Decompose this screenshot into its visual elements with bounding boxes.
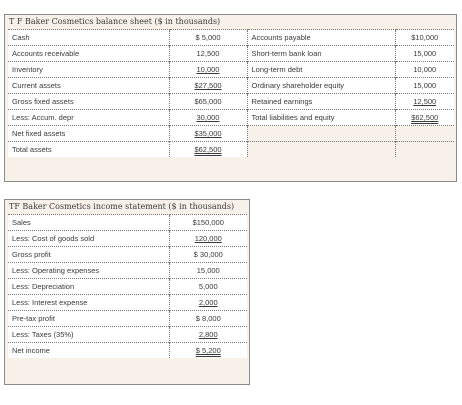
income-statement-title: TF Baker Cosmetics income statement ($ in thousands) xyxy=(9,202,235,211)
income-value-text: $ 8,000 xyxy=(195,314,221,323)
liability-value xyxy=(395,46,454,62)
liability-value xyxy=(395,30,454,46)
balance-sheet-row xyxy=(8,78,454,94)
income-label: Less: Interest expense xyxy=(8,295,169,311)
asset-label-text: Cash xyxy=(12,33,30,42)
income-value-text: 15,000 xyxy=(196,266,220,275)
asset-value xyxy=(169,62,247,78)
liability-value xyxy=(395,110,454,126)
income-statement-row xyxy=(8,215,247,231)
income-value-text: $150,000 xyxy=(192,218,224,227)
income-statement-row xyxy=(8,295,247,311)
asset-value xyxy=(169,126,247,142)
income-label: Less: Taxes (35%) xyxy=(8,327,169,343)
asset-value-text: $62,500 xyxy=(194,145,222,154)
liability-label xyxy=(247,30,395,46)
income-value xyxy=(169,327,247,343)
liability-value xyxy=(395,78,454,94)
income-value-text: 2,000 xyxy=(198,298,218,307)
asset-value-text: $ 5,000 xyxy=(195,33,221,42)
income-value-text: 120,000 xyxy=(194,234,222,243)
balance-sheet-table xyxy=(8,29,454,157)
liability-value-text: 15,000 xyxy=(413,49,437,58)
income-value-text: $ 30,000 xyxy=(193,250,223,259)
asset-value-text: $65,000 xyxy=(194,97,222,106)
liability-label-text: Long-term debt xyxy=(251,65,303,74)
liability-value-text: $62,500 xyxy=(411,113,439,122)
asset-value xyxy=(169,78,247,94)
income-value-text: 2,800 xyxy=(198,330,218,339)
income-value xyxy=(169,231,247,247)
asset-value xyxy=(169,30,247,46)
asset-label xyxy=(8,142,169,158)
liability-value-text: 15,000 xyxy=(413,81,437,90)
income-value xyxy=(169,247,247,263)
balance-sheet-row xyxy=(8,110,454,126)
asset-label xyxy=(8,62,169,78)
liability-label-text: Total liabilities and equity xyxy=(251,113,335,122)
asset-label xyxy=(8,110,169,126)
income-statement-row xyxy=(8,311,247,327)
asset-label-text: Accounts receivable xyxy=(12,49,80,58)
income-value xyxy=(169,263,247,279)
asset-label-text: Current assets xyxy=(12,81,61,90)
liability-label-text: Accounts payable xyxy=(251,33,311,42)
liability-value-text: 12,500 xyxy=(413,97,437,106)
asset-label xyxy=(8,78,169,94)
income-statement-row xyxy=(8,263,247,279)
income-value xyxy=(169,295,247,311)
liability-value xyxy=(395,94,454,110)
asset-value-text: $35,000 xyxy=(194,129,222,138)
income-label: Less: Cost of goods sold xyxy=(8,231,169,247)
liability-label-text: Retained earnings xyxy=(251,97,313,106)
liability-label-text: Ordinary shareholder equity xyxy=(251,81,345,90)
income-label: Sales xyxy=(8,215,169,231)
liability-label-text: Short-term bank loan xyxy=(251,49,322,58)
liability-label xyxy=(247,94,395,110)
income-value-text: $ 5,200 xyxy=(195,346,221,355)
balance-sheet-row xyxy=(8,94,454,110)
income-label: Pre-tax profit xyxy=(8,311,169,327)
income-value xyxy=(169,343,247,359)
income-statement-row xyxy=(8,231,247,247)
liability-label xyxy=(247,142,395,158)
liability-label xyxy=(247,46,395,62)
liability-value-text: $10,000 xyxy=(411,33,439,42)
asset-label xyxy=(8,126,169,142)
asset-label-text: Gross fixed assets xyxy=(12,97,74,106)
balance-sheet-title: T F Baker Cosmetics balance sheet ($ in thousands) xyxy=(9,17,221,26)
asset-label-text: Net fixed assets xyxy=(12,129,66,138)
balance-sheet-row xyxy=(8,62,454,78)
income-statement-row xyxy=(8,247,247,263)
asset-value xyxy=(169,142,247,158)
liability-value-text: 10,000 xyxy=(413,65,437,74)
income-label: Gross profit xyxy=(8,247,169,263)
income-statement-row xyxy=(8,279,247,295)
income-value xyxy=(169,215,247,231)
income-value xyxy=(169,279,247,295)
income-statement-row xyxy=(8,343,247,359)
asset-label xyxy=(8,46,169,62)
asset-value-text: 30,000 xyxy=(196,113,220,122)
liability-value xyxy=(395,142,454,158)
income-statement-panel xyxy=(4,199,250,385)
asset-label-text: Inventory xyxy=(12,65,43,74)
asset-label-text: Total assets xyxy=(12,145,52,154)
income-label: Net income xyxy=(8,343,169,359)
liability-label xyxy=(247,110,395,126)
asset-value xyxy=(169,110,247,126)
balance-sheet-row xyxy=(8,126,454,142)
income-value-text: 5,000 xyxy=(198,282,218,291)
liability-value xyxy=(395,62,454,78)
asset-value xyxy=(169,46,247,62)
liability-value xyxy=(395,126,454,142)
asset-label xyxy=(8,94,169,110)
income-label: Less: Operating expenses xyxy=(8,263,169,279)
balance-sheet-row xyxy=(8,30,454,46)
liability-label xyxy=(247,62,395,78)
liability-label xyxy=(247,126,395,142)
income-label: Less: Depreciation xyxy=(8,279,169,295)
income-statement-row xyxy=(8,327,247,343)
income-value xyxy=(169,311,247,327)
income-statement-table xyxy=(8,214,247,358)
asset-value xyxy=(169,94,247,110)
balance-sheet-row xyxy=(8,142,454,158)
asset-value-text: $27,500 xyxy=(194,81,222,90)
asset-value-text: 10,000 xyxy=(196,65,220,74)
asset-value-text: 12,500 xyxy=(196,49,220,58)
asset-label-text: Less: Accum. depr xyxy=(12,113,74,122)
balance-sheet-panel xyxy=(4,14,457,182)
asset-label xyxy=(8,30,169,46)
balance-sheet-row xyxy=(8,46,454,62)
liability-label xyxy=(247,78,395,94)
